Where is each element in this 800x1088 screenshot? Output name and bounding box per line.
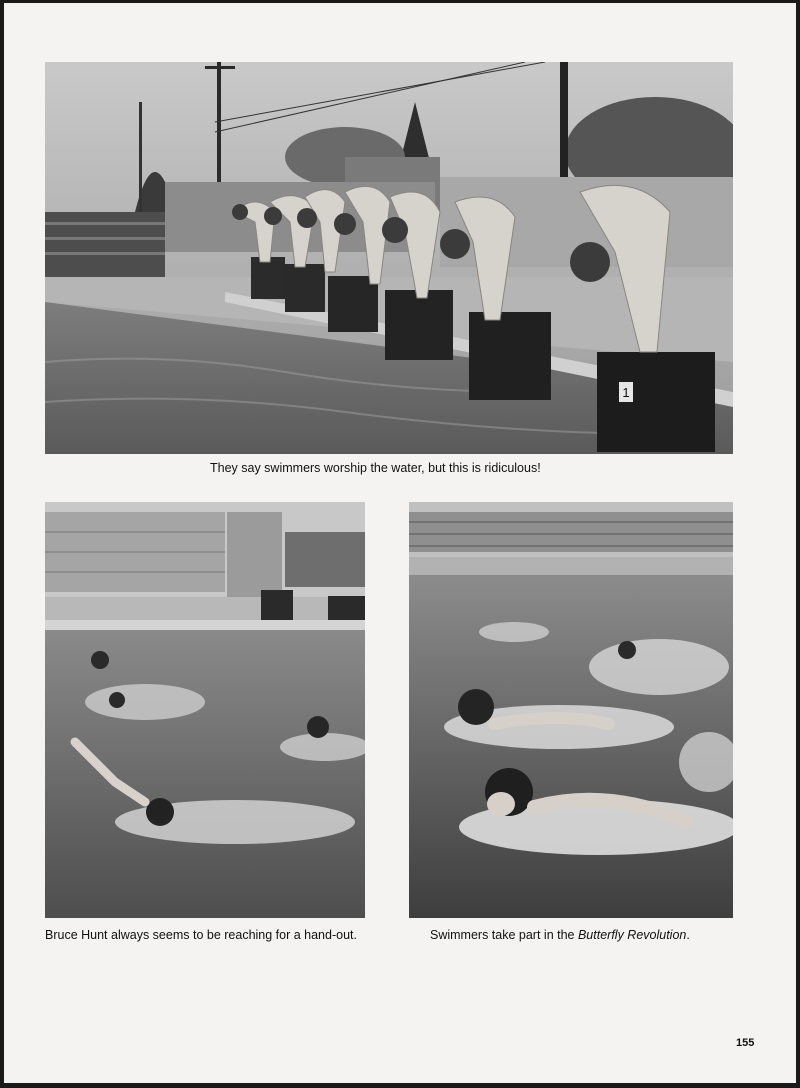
- photo-swimmers-on-blocks: [45, 62, 733, 454]
- caption-bottom-right: [430, 928, 690, 942]
- caption-bottom-right-text: Swimmers take part in the: [430, 928, 578, 942]
- caption-bottom-right-italic: Butterfly Revolution: [577, 928, 687, 942]
- yearbook-page: [4, 3, 796, 1083]
- page-number: 155: [736, 1037, 755, 1049]
- caption-bottom-left: Bruce Hunt always seems to be reaching for a hand-out.: [45, 928, 357, 942]
- caption-bottom-right-period: .: [686, 928, 690, 942]
- photo-butterfly-swimmers: [409, 502, 733, 918]
- photo-bruce-hunt-backstroke: [45, 502, 365, 918]
- block-number: 1: [622, 385, 630, 400]
- caption-top: They say swimmers worship the water, but this is ridiculous!: [210, 461, 541, 475]
